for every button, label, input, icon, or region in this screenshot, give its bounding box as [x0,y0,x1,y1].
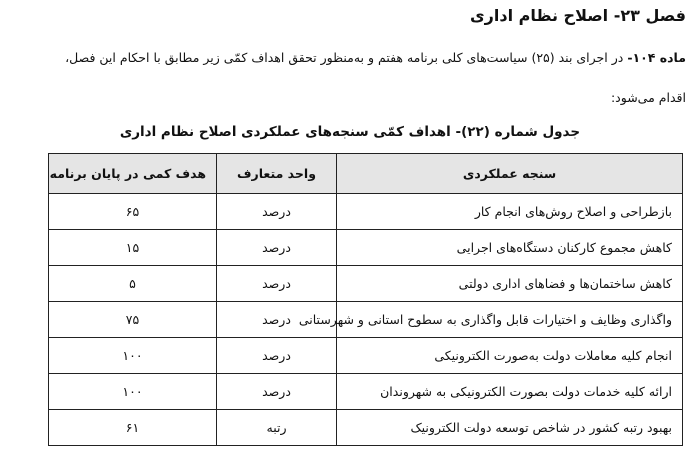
cell-metric: کاهش ساختمان‌ها و فضاهای اداری دولتی [337,266,683,302]
cell-unit: درصد [217,194,337,230]
table-body [49,194,683,446]
table-row [49,374,683,410]
article-label: ماده ۱۰۴- [627,50,686,65]
kpi-table [48,153,683,446]
cell-metric: بهبود رتبه کشور در شاخص توسعه دولت الکترونیک [337,410,683,446]
chapter-title: فصل ۲۳- اصلاح نظام اداری [470,6,686,25]
cell-unit: رتبه [217,410,337,446]
cell-target: ۶۵ [49,194,217,230]
cell-metric: واگذاری وظایف و اختیارات قابل واگذاری به سطوح استانی و شهرستانی [337,302,683,338]
cell-target: ۶۱ [49,410,217,446]
cell-unit: درصد [217,230,337,266]
header-unit: واحد متعارف [217,154,337,194]
header-target: هدف کمی در پایان برنامه [49,154,217,194]
cell-metric: ارائه کلیه خدمات دولت بصورت الکترونیکی به شهروندان [337,374,683,410]
cell-metric: انجام کلیه معاملات دولت به‌صورت الکترونیکی [337,338,683,374]
header-metric: سنجه عملکردی [337,154,683,194]
table-row [49,266,683,302]
table-header [49,154,683,194]
cell-target: ۱۵ [49,230,217,266]
cell-metric: بازطراحی و اصلاح روش‌های انجام کار [337,194,683,230]
table-row [49,230,683,266]
cell-target: ۱۰۰ [49,374,217,410]
table-row [49,338,683,374]
article-paragraph [14,50,686,65]
cell-target: ۵ [49,266,217,302]
cell-target: ۷۵ [49,302,217,338]
table-caption: جدول شماره (۲۲)- اهداف کمّی سنجه‌های عملکردی اصلاح نظام اداری [119,124,581,140]
cell-target: ۱۰۰ [49,338,217,374]
cell-metric: کاهش مجموع کارکنان دستگاه‌های اجرایی [337,230,683,266]
cell-unit: درصد [217,266,337,302]
table-row [49,302,683,338]
article-text-line2: اقدام می‌شود: [610,90,686,105]
table-row [49,410,683,446]
cell-unit: درصد [217,302,337,338]
article-text-line1: در اجرای بند (۲۵) سیاست‌های کلی برنامه هفتم و به‌منظور تحقق اهداف کمّی زیر مطابق با احکام این فصل، [65,50,628,65]
cell-unit: درصد [217,374,337,410]
cell-unit: درصد [217,338,337,374]
table-row [49,194,683,230]
table-header-row [49,154,683,194]
